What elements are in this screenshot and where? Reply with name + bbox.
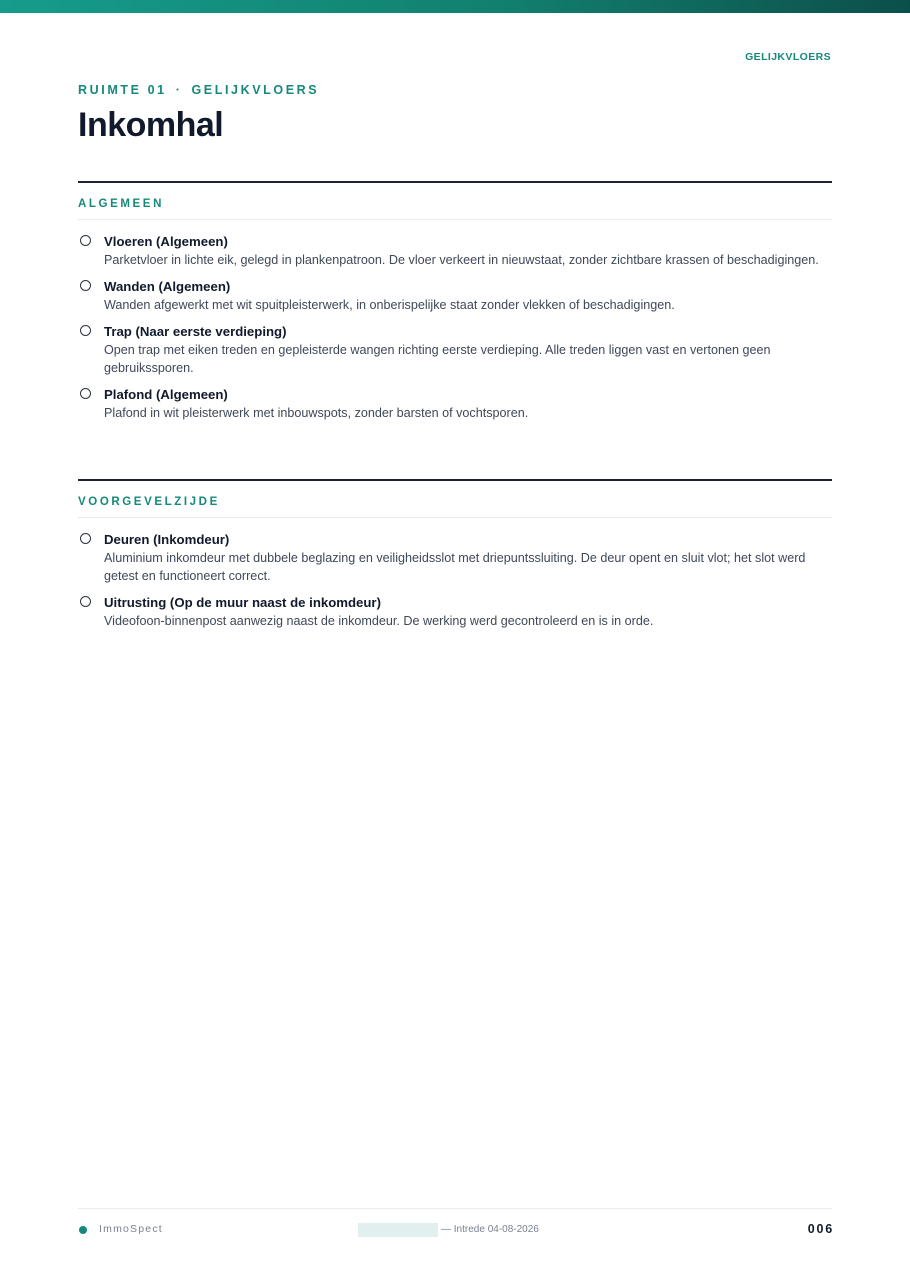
list-item	[78, 531, 832, 585]
page-footer	[78, 1222, 834, 1240]
item-title: Uitrusting (Op de muur naast de inkomdeur)	[104, 595, 381, 610]
footer-divider	[78, 1208, 832, 1209]
circle-outline-icon	[80, 596, 91, 607]
item-list	[78, 518, 832, 630]
circle-outline-icon	[80, 325, 91, 336]
section-heading: VOORGEVELZIJDE	[78, 481, 832, 518]
circle-outline-icon	[80, 388, 91, 399]
list-item	[78, 386, 832, 422]
circle-outline-icon	[80, 533, 91, 544]
footer-meta: — Intrede 04-08-2026	[441, 1224, 539, 1235]
room-code: RUIMTE 01	[78, 83, 167, 97]
page-number: 006	[807, 1222, 834, 1236]
item-title: Vloeren (Algemeen)	[104, 234, 228, 249]
item-list	[78, 220, 832, 422]
page-title: Inkomhal	[78, 106, 224, 144]
footer-brand: ImmoSpect	[99, 1223, 163, 1235]
list-item	[78, 594, 832, 630]
dot-icon	[79, 1226, 87, 1234]
section-voorgevelzijde	[78, 479, 832, 639]
item-title: Deuren (Inkomdeur)	[104, 532, 230, 547]
section-algemeen	[78, 181, 832, 431]
item-description: Wanden afgewerkt met wit spuitpleisterwerk, in onberispelijke staat zonder vlekken of beschadigingen.	[104, 298, 675, 312]
item-title: Wanden (Algemeen)	[104, 279, 231, 294]
eyebrow-separator: ·	[175, 83, 183, 97]
redacted-address-block	[358, 1223, 438, 1237]
room-eyebrow	[78, 83, 319, 97]
item-description: Parketvloer in lichte eik, gelegd in plankenpatroon. De vloer verkeert in nieuwstaat, zonder zichtbare krassen of beschadigingen.	[104, 253, 819, 267]
item-description: Open trap met eiken treden en gepleisterde wangen richting eerste verdieping. Alle treden liggen vast en vertonen geen gebruikssporen.	[104, 343, 771, 375]
list-item	[78, 278, 832, 314]
item-title: Trap (Naar eerste verdieping)	[104, 324, 287, 339]
item-description: Videofoon-binnenpost aanwezig naast de inkomdeur. De werking werd gecontroleerd en is in orde.	[104, 614, 654, 628]
item-description: Aluminium inkomdeur met dubbele beglazing en veiligheidsslot met driepuntssluiting. De deur opent en sluit vlot; het slot werd getest en functioneert correct.	[104, 551, 806, 583]
running-header: GELIJKVLOERS	[745, 51, 831, 63]
section-heading: ALGEMEEN	[78, 183, 832, 220]
circle-outline-icon	[80, 280, 91, 291]
item-description: Plafond in wit pleisterwerk met inbouwspots, zonder barsten of vochtsporen.	[104, 406, 529, 420]
room-floor: GELIJKVLOERS	[191, 83, 320, 97]
list-item	[78, 323, 832, 377]
top-accent-bar	[0, 0, 910, 13]
list-item	[78, 233, 832, 269]
item-title: Plafond (Algemeen)	[104, 387, 228, 402]
circle-outline-icon	[80, 235, 91, 246]
